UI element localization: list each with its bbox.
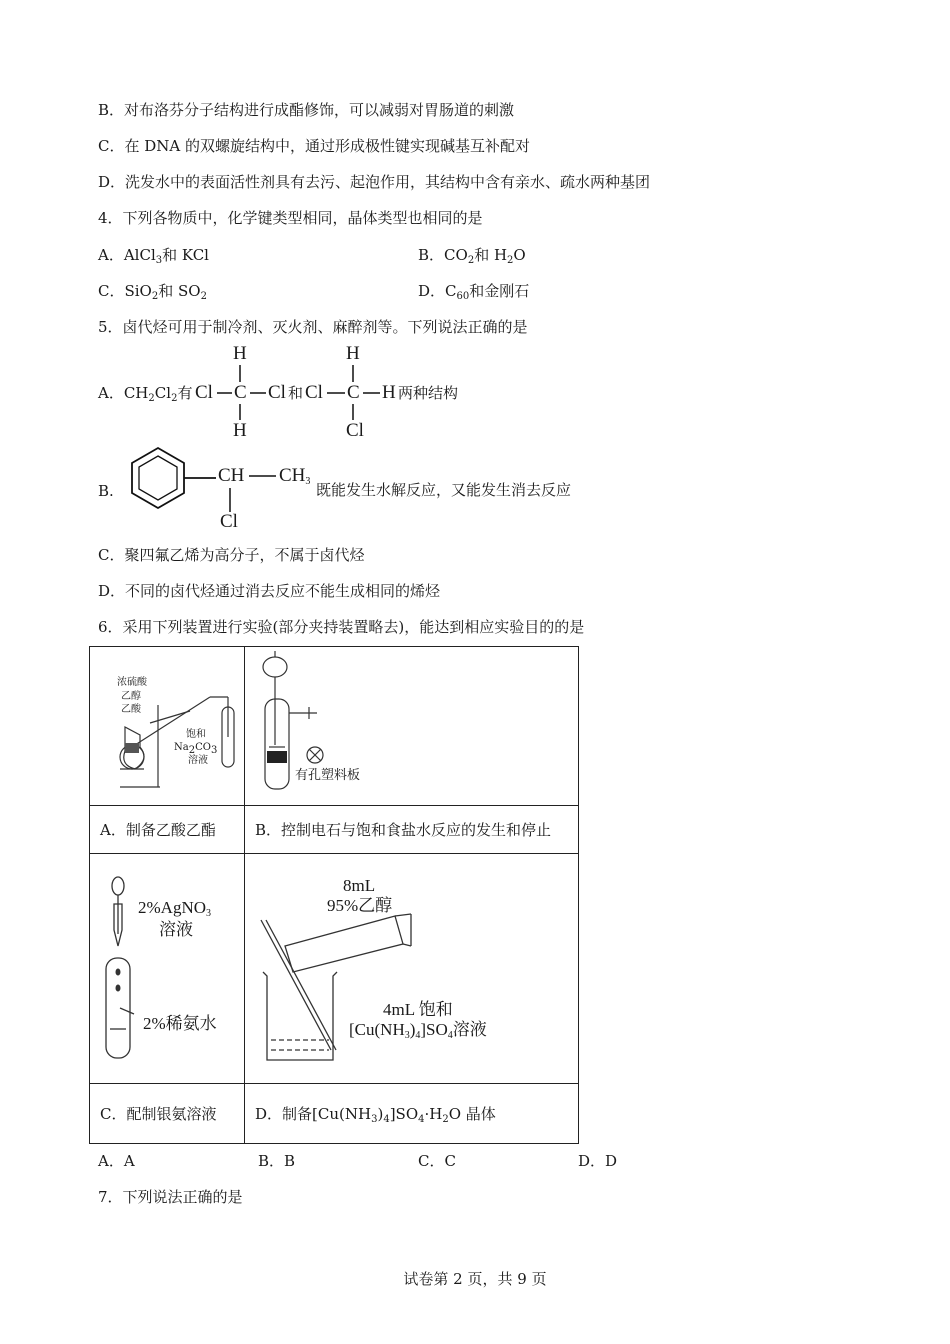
q5b-cl: Cl <box>220 511 238 532</box>
apparatus-a-cell: 浓硫酸 乙醇 乙酸 饱和 $Na_2CO_3$ 溶液 <box>90 647 245 806</box>
q5a-suffix: 两种结构 <box>398 384 459 402</box>
apparatus-b-cell: 有孔塑料板 <box>245 647 579 806</box>
silver-ammonia-apparatus-icon <box>90 854 244 1083</box>
q5b-ch3: $CH_3$ <box>279 465 311 487</box>
q3-option-c: C．在 DNA 的双螺旋结构中，通过形成极性键实现碱基互补配对 <box>98 137 530 155</box>
q3-option-d: D．洗发水中的表面活性剂具有去污、起泡作用，其结构中含有亲水、疏水两种基团 <box>98 173 651 191</box>
page-footer: 试卷第 2 页，共 9 页 <box>403 1270 547 1288</box>
q6-option-d: D．D <box>578 1152 618 1170</box>
q6-option-b: B．B <box>258 1152 296 1170</box>
crystal-preparation-apparatus-icon <box>245 854 578 1083</box>
q5-option-b-label: B. <box>98 482 114 500</box>
caption-b: B．控制电石与饱和食盐水反应的发生和停止 <box>245 806 579 854</box>
q5b-bonds <box>0 0 950 540</box>
caption-a: A．制备乙酸乙酯 <box>90 806 245 854</box>
q5b-suffix: 既能发生水解反应，又能发生消去反应 <box>316 481 572 499</box>
q5-option-c: C．聚四氟乙烯为高分子，不属于卤代烃 <box>98 546 365 564</box>
q6-option-c: C．C <box>418 1152 456 1170</box>
caption-c: C．配制银氨溶液 <box>90 1084 245 1144</box>
q4-option-a: A．AlCl$_3$和 KCl <box>98 246 209 266</box>
apparatus-c-cell: 2%AgNO$_3$ 溶液 2%稀氨水 <box>90 854 245 1084</box>
q5b-ch: CH <box>218 465 245 486</box>
q5-stem: 5．卤代烃可用于制冷剂、灭火剂、麻醉剂等。下列说法正确的是 <box>98 318 528 336</box>
q6-apparatus-table <box>89 646 579 1144</box>
q4-option-c: C．SiO$_2$和 $SO_2$ <box>98 282 207 302</box>
q4-stem: 4．下列各物质中，化学键类型相同，晶体类型也相同的是 <box>98 209 483 227</box>
q5a-and: 和 <box>288 384 304 402</box>
apparatus-d-cell: 8mL 95%乙醇 4mL 饱和 $[Cu(NH_3)_4]SO_4$溶液 <box>245 854 579 1084</box>
esterification-apparatus-icon <box>90 647 244 805</box>
q5-option-a-prefix: A．$CH_2Cl_2$有 <box>98 384 193 404</box>
q7-stem: 7．下列说法正确的是 <box>98 1188 243 1206</box>
q6-stem: 6．采用下列装置进行实验(部分夹持装置略去)，能达到相应实验目的的是 <box>98 618 585 636</box>
q6-option-a: A．A <box>98 1152 135 1170</box>
caption-d: D．制备$[Cu(NH_3)_4]SO_4\cdot H_2O$ 晶体 <box>245 1084 579 1144</box>
q4-option-b: B．$CO_2$和 $H_2O$ <box>418 246 526 266</box>
q3-option-b: B．对布洛芬分子结构进行成酯修饰，可以减弱对胃肠道的刺激 <box>98 101 515 119</box>
q4-option-d: D．$C_{60}$和金刚石 <box>418 282 530 302</box>
q5-option-d: D．不同的卤代烃通过消去反应不能生成相同的烯烃 <box>98 582 441 600</box>
